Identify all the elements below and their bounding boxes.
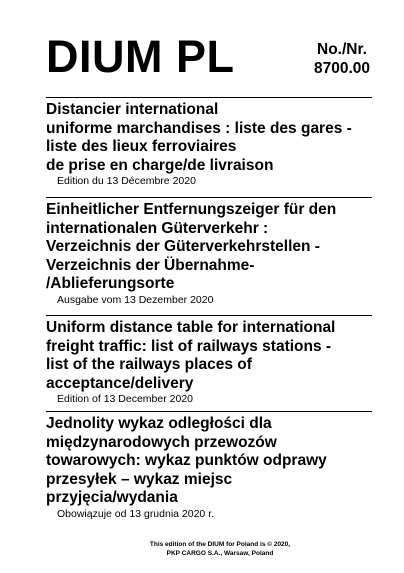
section-edition: Edition du 13 Décembre 2020 — [57, 175, 196, 187]
section-german — [46, 201, 376, 306]
section-heading: Jednolity wykaz odległości dla międzynarodowych przewozów towarowych: wykaz punktów odprawy przesyłek – wykaz miejsc przyjęcia/wydania — [46, 415, 327, 506]
document-title: DIUM PL — [46, 31, 235, 82]
section-edition: Obowiązuje od 13 grudnia 2020 r. — [57, 507, 215, 520]
document-number — [306, 40, 378, 78]
section-heading: Einheitlicher Entfernungszeiger für den internationalen Güterverkehr : Verzeichnis der Güterverkehrstellen - Verzeichnis der Übernahme- /Ablieferungsorte — [46, 201, 337, 292]
section-edition: Ausgabe vom 13 Dezember 2020 — [57, 293, 214, 306]
document-number-value: 8700.00 — [313, 60, 371, 77]
section-edition: Edition of 13 December 2020 — [57, 393, 194, 405]
section-polish — [46, 415, 376, 520]
section-heading: Uniform distance table for international freight traffic: list of railways stations - list of the railways places of acceptance/delivery — [46, 319, 336, 392]
section-french — [46, 101, 376, 187]
copyright-notice: This edition of the DIUM for Poland is © 2020, PKP CARGO S.A., Warsaw, Poland — [149, 541, 291, 557]
section-heading: Distancier international uniforme marchandises : liste des gares - liste des lieux ferroviaires de prise en charge/de livraison — [46, 101, 352, 174]
divider — [46, 197, 372, 198]
document-number-label: No./Nr. — [317, 41, 367, 58]
divider — [46, 97, 372, 98]
divider — [46, 315, 372, 316]
divider — [46, 411, 372, 412]
section-english — [46, 319, 376, 405]
